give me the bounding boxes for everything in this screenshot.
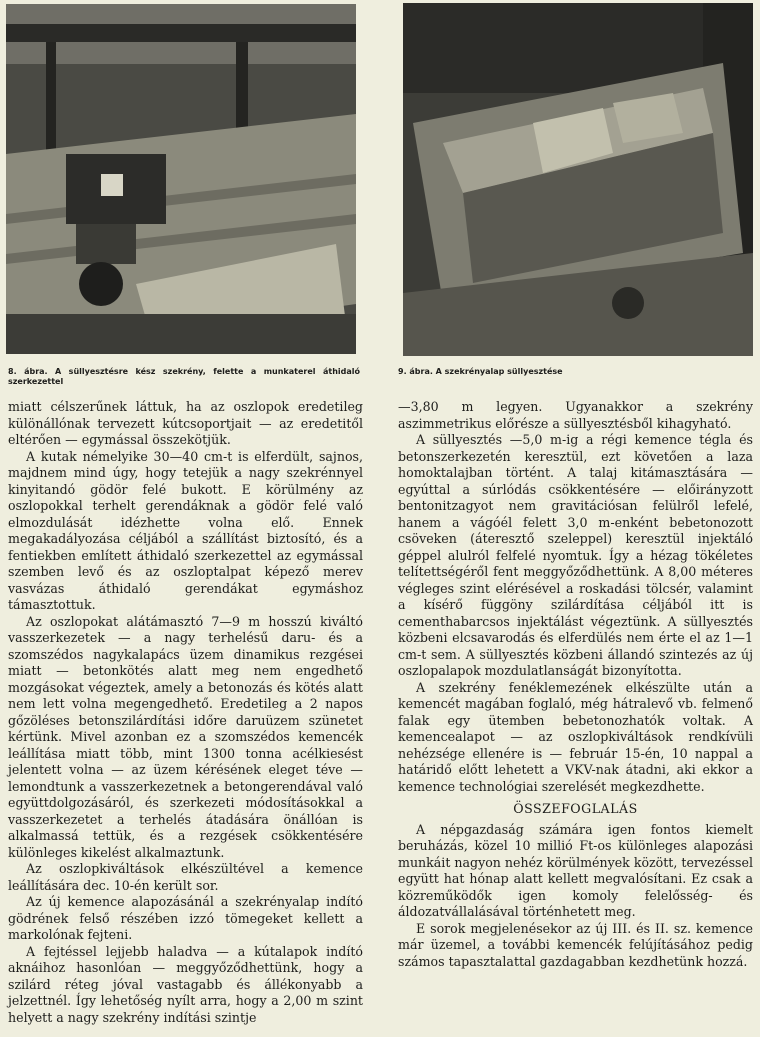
paragraph: A kutak némelyike 30—40 cm-t is elferdült, sajnos, majdnem mind úgy, hogy tetejük a nagy szekrénnyel kinyitandó gödör felé bukott. E körülmény az oszlopokkal terhelt gerendáknak a gödör felé való elmozdulását idézhette volna elő. Ennek megakadályozása céljából a szállítást biztosító, és a fentiekben említett áthidaló szerkezettel az egymással szemben levő és az oszloptalpat képező merev vasvázas áthidaló gerendákat egymáshoz támasztottuk. — [8, 448, 363, 612]
figure-9-caption: 9. ábra. A szekrényalap süllyesztése — [398, 367, 563, 376]
paragraph: A népgazdaság számára igen fontos kiemelt beruházás, közel 10 millió Ft-os különleges alapozási munkáit nagyon nehéz körülmények között, tervezéssel együtt hat hónap alatt kellett megvalósítani. Ez csak a közreműködők igen komoly felelősség- és áldozatvállalásával történhetett meg. — [398, 821, 753, 919]
summary-heading: ÖSSZEFOGLALÁS — [513, 801, 638, 816]
left-text-column — [8, 399, 363, 1026]
figure-8-caption: 8. ábra. A süllyesztésre kész szekrény, felette a munkaterel áthidaló szerkezettel — [8, 367, 360, 386]
figure-8-photo — [6, 4, 356, 354]
paragraph: —3,80 m legyen. Ugyanakkor a szekrény aszimmetrikus előrésze a süllyesztésből kihagyható. — [398, 399, 753, 431]
paragraph: E sorok megjelenésekor az új III. és II. sz. kemence már üzemel, a további kemencék felújításához pedig számos tapasztalattal gazdagabban kezdhetünk hozzá. — [398, 920, 753, 969]
paragraph: Az új kemence alapozásánál a szekrényalap indító gödrének felső részében izzó tömegeket kellett a markolónak fejteni. — [8, 894, 363, 942]
paragraph: A fejtéssel lejjebb haladva — a kútalapok indító aknáihoz hasonlóan — meggyőződhettünk, hogy a szilárd réteg jóval vastagabb és állékonyabb a jelzettnél. Így lehetőség nyílt arra, hogy a 2,00 m szint helyett a nagy szekrény indítási szintje — [8, 943, 363, 1025]
construction-site-image — [6, 4, 356, 354]
paragraph: Az oszlopokat alátámasztó 7—9 m hosszú kiváltó vasszerkezetek — a nagy terhelésű daru- és a szomszédos nagykalapács üzem dinamikus rezgései miatt — betonkötés alatt meg nem engedhető mozgásokat végeztek, amely a betonozás és kötés alatt nem lett volna megengedhető. Eredetileg a 2 napos gőzöléses betonszilárdítási időre daruüzem szünetet kértünk. Mivel azonban ez a szomszédos kemencék leállítása miatt több, mint 1300 tonna acélkiesést jelentett volna — az üzem kérésének eleget téve — lemondtunk a vasszerkezetnek a betongerendával való együttdolgozásáról, és szerkezeti módosításokkal a vasszerkezetet a terhelés átadására önállóan is alkalmassá tettük, és a rezgések csökkentésére különleges kikelést alkalmaztunk. — [8, 613, 363, 860]
paragraph: Az oszlopkiváltások elkészültével a kemence leállítására dec. 10-én került sor. — [8, 861, 363, 893]
figure-9-photo — [403, 3, 753, 356]
paragraph: miatt célszerűnek láttuk, ha az oszlopok eredetileg különállónak tervezett kútcsoportjait — az eredetitől eltérően — egymással összekötjük. — [8, 399, 363, 447]
paragraph: A süllyesztés —5,0 m-ig a régi kemence tégla és betonszerkezetén keresztül, ezt követően a laza homoktalajban történt. A talaj kitámasztására — egyúttal a súrlódás csökkentésére — előirányzott bentonitzagyot nem gravitációsan felülről lefelé, hanem a vágóél felett 3,0 m-enként bebetonozott csöveken (áteresztő szeleppel) keresztül injektáló géppel alulról felfelé nyomtuk. Így a hézag tökéletes telítettségéről fent meggyőződhettünk. A 8,00 méteres végleges szint elérésével a roskadási tölcsér, valamint a kísérő függöny szilárdítása céljából itt is cementhabarcsos injektálást végeztünk. A süllyesztés közbeni elcsavarodás és elferdülés nem érte el az 1—1 cm-t sem. A süllyesztés közbeni állandó szintezés az új oszlopalapok mozdulatlanságát bizonyította. — [398, 432, 753, 678]
right-text-column — [398, 399, 753, 970]
paragraph: A szekrény fenéklemezének elkészülte után a kemencét magában foglaló, még hátralevő vb. felmenő falak egy ütemben bebetonozhatók voltak. A kemencealapot — az oszlopkiváltások rendkívüli nehézsége ellenére is — február 15-én, 10 nappal a határidő előtt lehetett a VKV-nak átadni, aki ekkor a kemence technológiai szerelését megkezdhette. — [398, 679, 753, 794]
caisson-sinking-image — [403, 3, 753, 356]
